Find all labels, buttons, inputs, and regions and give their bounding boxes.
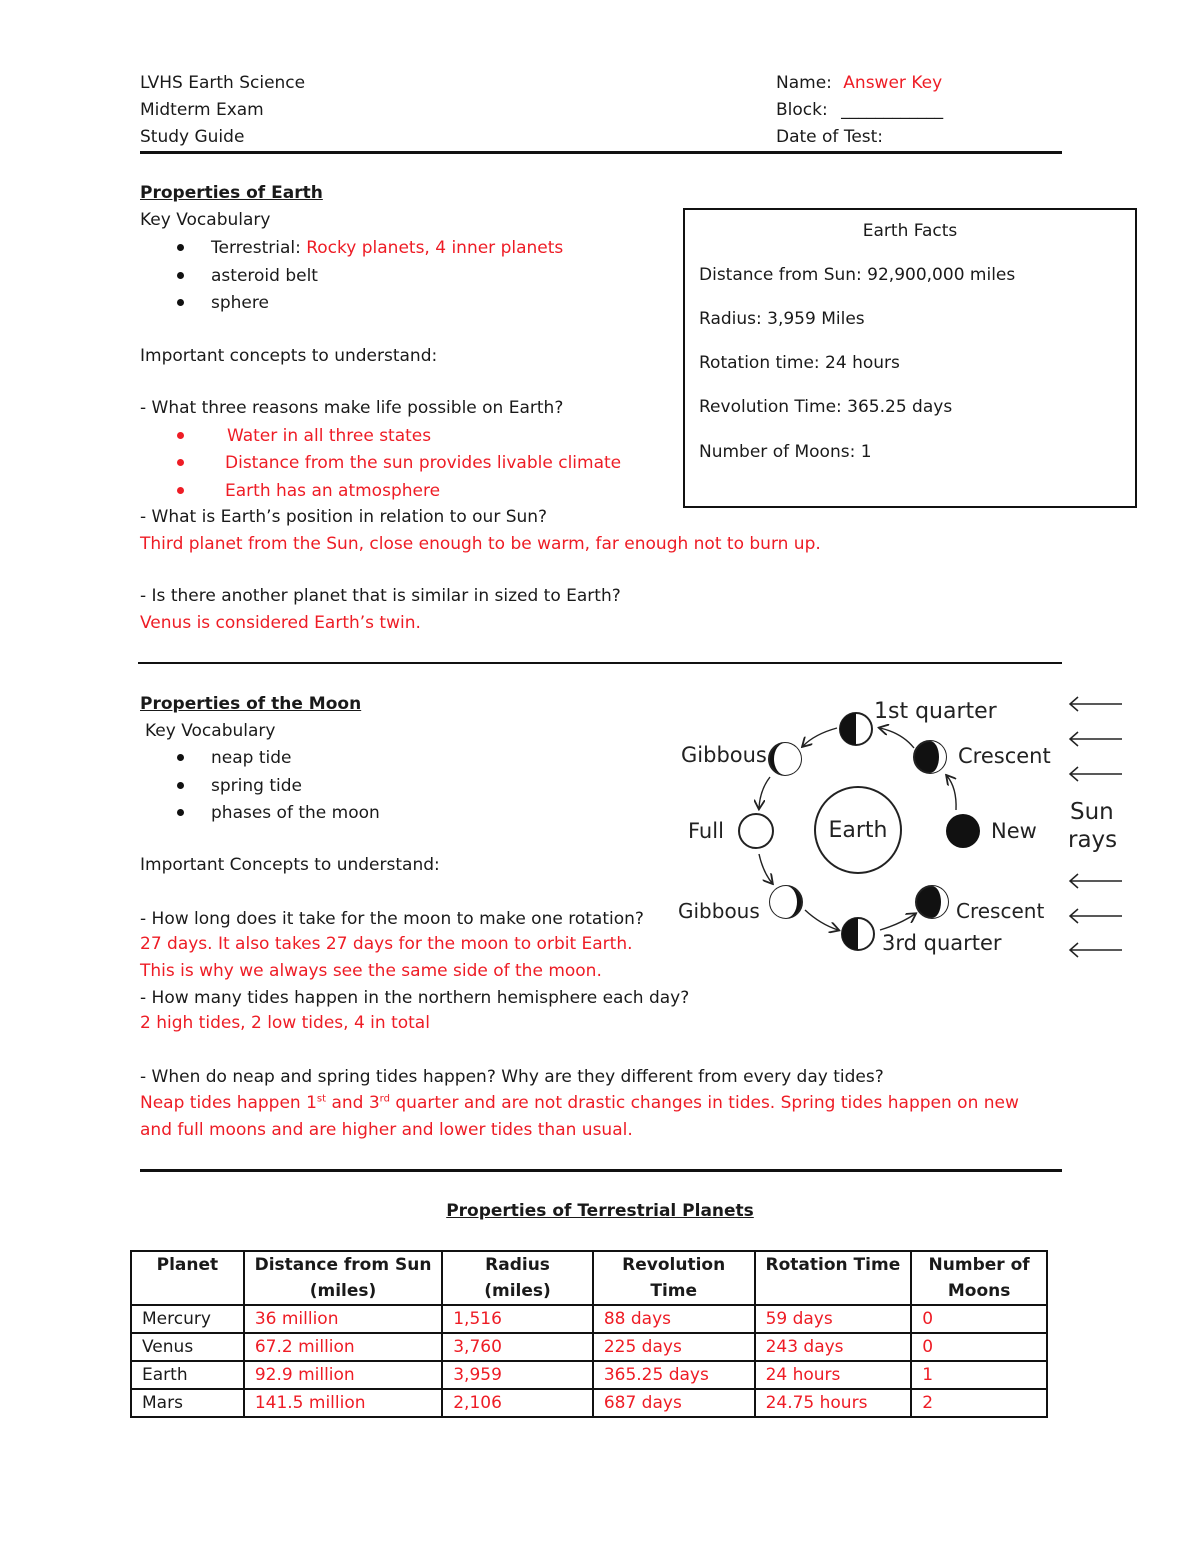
earth-question-1: - What three reasons make life possible on Earth? bbox=[140, 398, 564, 418]
superscript: rd bbox=[379, 1093, 390, 1105]
cell-revolution: 687 days bbox=[593, 1389, 755, 1417]
crescent-top-moon-icon bbox=[914, 741, 946, 773]
table-row bbox=[131, 1305, 1047, 1333]
bullet-icon bbox=[177, 487, 184, 494]
cell-moons: 0 bbox=[911, 1305, 1047, 1333]
header-rotation: Rotation Time bbox=[755, 1251, 912, 1305]
cell-distance: 141.5 million bbox=[244, 1389, 442, 1417]
cell-moons: 1 bbox=[911, 1361, 1047, 1389]
vocab-sphere: sphere bbox=[211, 293, 269, 313]
header-radius: Radius (miles) bbox=[442, 1251, 593, 1305]
cell-planet: Earth bbox=[131, 1361, 244, 1389]
moon-question-2: - How many tides happen in the northern hemisphere each day? bbox=[140, 988, 690, 1008]
moon-vocab-label: Key Vocabulary bbox=[145, 721, 276, 741]
full-moon-label: Full bbox=[688, 819, 724, 843]
fact-moons: Number of Moons: 1 bbox=[699, 442, 872, 462]
bullet-icon bbox=[177, 432, 184, 439]
new-moon-label: New bbox=[991, 819, 1037, 843]
planets-table-title: Properties of Terrestrial Planets bbox=[446, 1201, 754, 1221]
sun-rays-label-2: rays bbox=[1068, 827, 1118, 853]
bullet-icon bbox=[177, 244, 184, 251]
earth-facts-box bbox=[683, 208, 1137, 508]
fact-radius: Radius: 3,959 Miles bbox=[699, 309, 865, 329]
first-quarter-label: 1st quarter bbox=[874, 699, 997, 724]
vocab-definition: Rocky planets, 4 inner planets bbox=[306, 238, 564, 258]
cell-planet: Mercury bbox=[131, 1305, 244, 1333]
name-value: Answer Key bbox=[843, 73, 943, 93]
fact-revolution: Revolution Time: 365.25 days bbox=[699, 397, 953, 417]
earth-question-2: - What is Earth’s position in relation to our Sun? bbox=[140, 507, 548, 527]
bullet-icon bbox=[177, 754, 184, 761]
vocab-moon-phases: phases of the moon bbox=[211, 803, 380, 823]
cell-moons: 0 bbox=[911, 1333, 1047, 1361]
moon-question-3: - When do neap and spring tides happen? Why are they different from every day tides? bbox=[140, 1067, 884, 1087]
answer-text: Neap tides happen 1 bbox=[140, 1093, 317, 1113]
cell-planet: Mars bbox=[131, 1389, 244, 1417]
gibbous-top-label: Gibbous bbox=[681, 743, 767, 767]
earth-question-3: - Is there another planet that is similar in sized to Earth? bbox=[140, 586, 621, 606]
sun-rays-label-1: Sun bbox=[1070, 799, 1114, 825]
vocab-terrestrial bbox=[211, 238, 563, 258]
superscript: st bbox=[316, 1093, 327, 1105]
earth-answer-1c: Earth has an atmosphere bbox=[225, 481, 441, 501]
bullet-icon bbox=[177, 272, 184, 279]
moon-answer-1b: This is why we always see the same side of the moon. bbox=[140, 961, 602, 981]
table-row bbox=[131, 1389, 1047, 1417]
earth-label: Earth bbox=[828, 818, 888, 843]
earth-answer-1b: Distance from the sun provides livable climate bbox=[225, 453, 622, 473]
bullet-icon bbox=[177, 809, 184, 816]
course-title: LVHS Earth Science bbox=[140, 73, 306, 93]
third-quarter-moon-icon bbox=[842, 918, 874, 950]
vocab-asteroid-belt: asteroid belt bbox=[211, 266, 318, 286]
earth-answer-2: Third planet from the Sun, close enough to be warm, far enough not to burn up. bbox=[140, 534, 821, 554]
header-distance: Distance from Sun (miles) bbox=[244, 1251, 442, 1305]
cell-radius: 2,106 bbox=[442, 1389, 593, 1417]
cell-rotation: 24.75 hours bbox=[755, 1389, 912, 1417]
first-quarter-moon-icon bbox=[840, 713, 872, 745]
moon-section-title: Properties of the Moon bbox=[140, 694, 362, 714]
cell-radius: 1,516 bbox=[442, 1305, 593, 1333]
cell-distance: 92.9 million bbox=[244, 1361, 442, 1389]
gibbous-bottom-moon-icon bbox=[770, 886, 802, 918]
block-label: Block: bbox=[776, 100, 828, 120]
earth-section-title: Properties of Earth bbox=[140, 183, 323, 203]
cell-rotation: 59 days bbox=[755, 1305, 912, 1333]
cell-radius: 3,760 bbox=[442, 1333, 593, 1361]
earth-answer-1a: Water in all three states bbox=[227, 426, 432, 446]
moon-question-1: - How long does it take for the moon to make one rotation? bbox=[140, 909, 644, 929]
cell-moons: 2 bbox=[911, 1389, 1047, 1417]
moon-answer-3a bbox=[140, 1093, 1019, 1113]
date-label: Date of Test: bbox=[776, 127, 884, 147]
bullet-icon bbox=[177, 459, 184, 466]
cell-distance: 67.2 million bbox=[244, 1333, 442, 1361]
earth-answer-3: Venus is considered Earth’s twin. bbox=[140, 613, 421, 633]
new-moon-icon bbox=[946, 814, 980, 848]
crescent-top-label: Crescent bbox=[958, 744, 1051, 768]
answer-text: and 3 bbox=[326, 1093, 380, 1113]
header-revolution: Revolution Time bbox=[593, 1251, 755, 1305]
fact-rotation: Rotation time: 24 hours bbox=[699, 353, 900, 373]
third-quarter-label: 3rd quarter bbox=[882, 931, 1002, 955]
table-row bbox=[131, 1361, 1047, 1389]
header-moons: Number of Moons bbox=[911, 1251, 1047, 1305]
answer-text: quarter and are not drastic changes in tides. Spring tides happen on new bbox=[389, 1093, 1019, 1113]
moon-answer-2: 2 high tides, 2 low tides, 4 in total bbox=[140, 1013, 430, 1033]
section-divider bbox=[140, 1169, 1062, 1172]
cell-revolution: 365.25 days bbox=[593, 1361, 755, 1389]
cell-radius: 3,959 bbox=[442, 1361, 593, 1389]
name-label: Name: bbox=[776, 73, 832, 93]
cell-planet: Venus bbox=[131, 1333, 244, 1361]
earth-vocab-label: Key Vocabulary bbox=[140, 210, 271, 230]
crescent-bottom-moon-icon bbox=[916, 886, 948, 918]
crescent-bottom-label: Crescent bbox=[956, 899, 1045, 923]
facts-title: Earth Facts bbox=[862, 221, 958, 241]
moon-phases-diagram bbox=[660, 680, 1140, 970]
gibbous-bottom-label: Gibbous bbox=[678, 899, 760, 923]
fact-distance: Distance from Sun: 92,900,000 miles bbox=[699, 265, 1016, 285]
cell-rotation: 243 days bbox=[755, 1333, 912, 1361]
table-row bbox=[131, 1333, 1047, 1361]
vocab-neap-tide: neap tide bbox=[211, 748, 292, 768]
exam-title: Midterm Exam bbox=[140, 100, 264, 120]
cell-distance: 36 million bbox=[244, 1305, 442, 1333]
cell-revolution: 88 days bbox=[593, 1305, 755, 1333]
vocab-spring-tide: spring tide bbox=[211, 776, 302, 796]
bullet-icon bbox=[177, 299, 184, 306]
gibbous-top-moon-icon bbox=[769, 743, 801, 775]
moon-answer-1a: 27 days. It also takes 27 days for the moon to orbit Earth. bbox=[140, 934, 633, 954]
moon-concepts-label: Important Concepts to understand: bbox=[140, 855, 440, 875]
guide-title: Study Guide bbox=[140, 127, 245, 147]
cell-revolution: 225 days bbox=[593, 1333, 755, 1361]
moon-answer-3b: and full moons and are higher and lower tides than usual. bbox=[140, 1120, 633, 1140]
block-value: ____________ bbox=[841, 100, 944, 120]
bullet-icon bbox=[177, 782, 184, 789]
vocab-term: Terrestrial: bbox=[211, 238, 301, 258]
name-field bbox=[776, 73, 942, 93]
earth-concepts-label: Important concepts to understand: bbox=[140, 346, 438, 366]
header-divider bbox=[140, 151, 1062, 154]
planets-table bbox=[130, 1250, 1048, 1418]
section-divider bbox=[138, 662, 1062, 664]
full-moon-icon bbox=[739, 814, 773, 848]
header-planet: Planet bbox=[131, 1251, 244, 1305]
cell-rotation: 24 hours bbox=[755, 1361, 912, 1389]
block-field bbox=[776, 100, 943, 120]
table-header-row bbox=[131, 1251, 1047, 1305]
